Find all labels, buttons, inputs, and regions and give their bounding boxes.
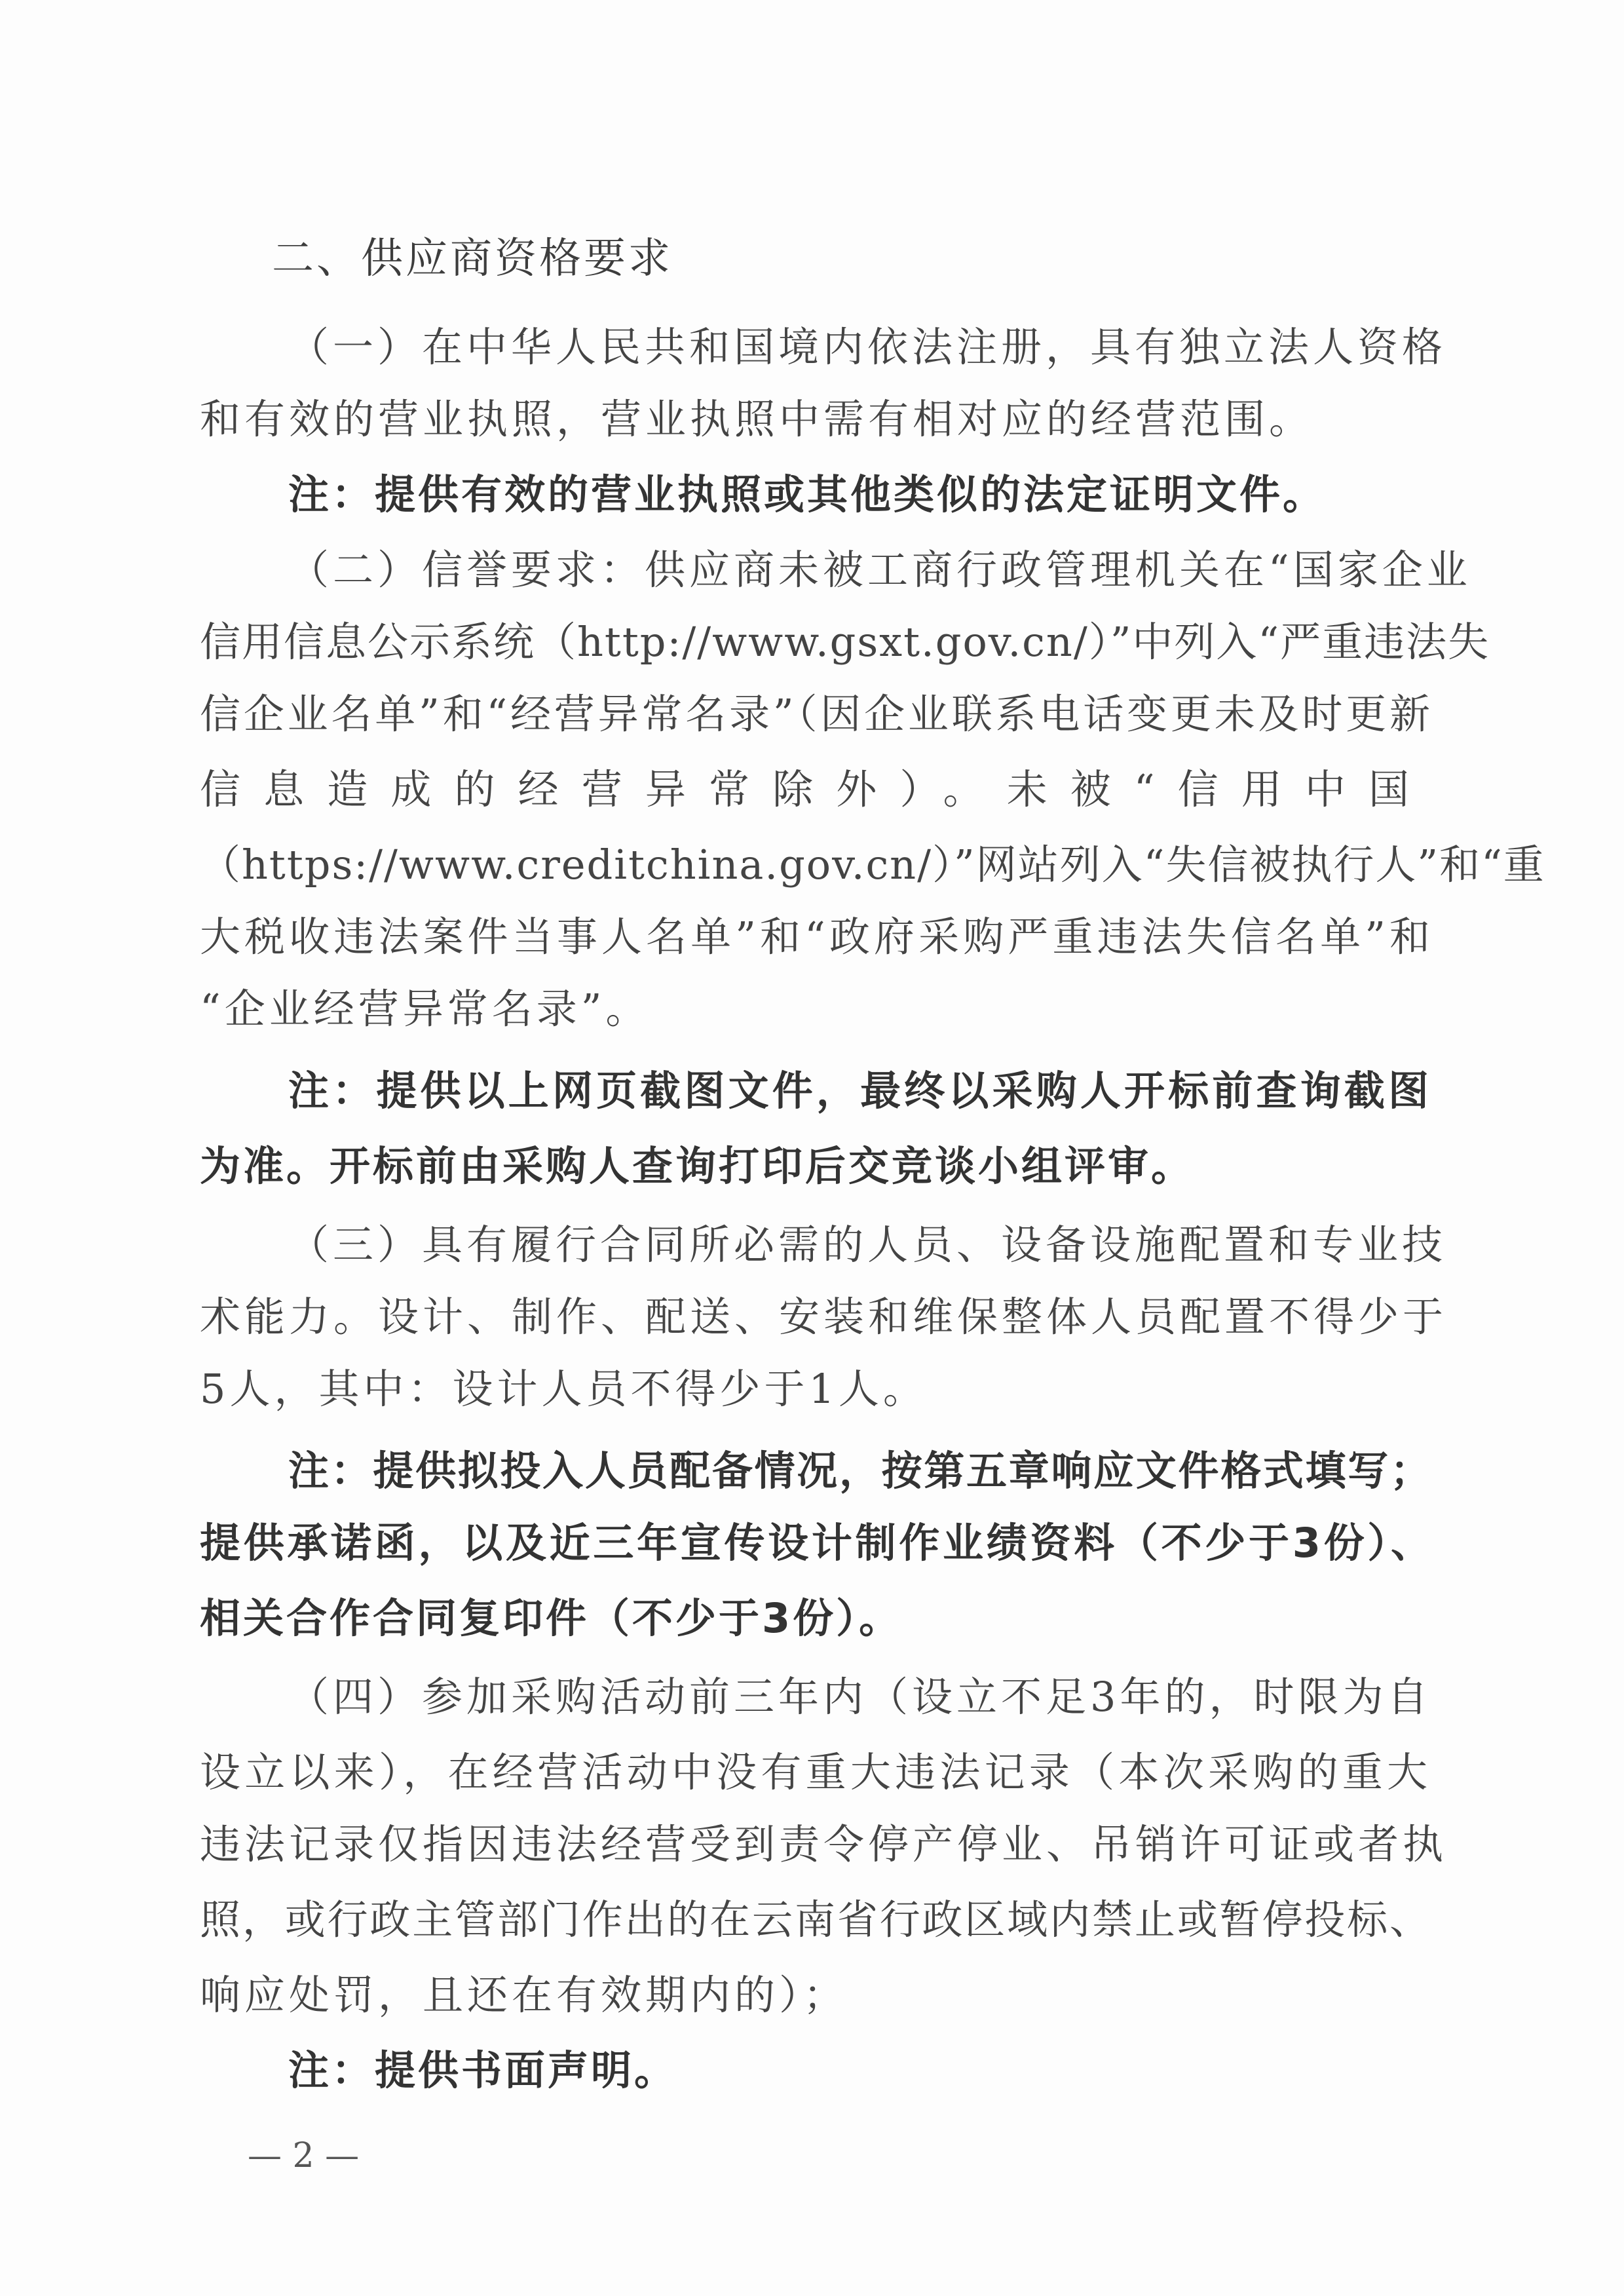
clause-2-line-1: （二）信誉要求：供应商未被工商行政管理机关在“国家企业	[288, 546, 1471, 594]
clause-2-line-7: “企业经营异常名录”。	[200, 985, 651, 1033]
clause-2-line-2: 信用信息公示系统（http://www.gsxt.gov.cn/）”中列入“严重违法失	[200, 618, 1490, 666]
clause-3-line-3: 5人，其中：设计人员不得少于1人。	[200, 1365, 928, 1413]
clause-2-line-6: 大税收违法案件当事人名单”和“政府采购严重违法失信名单”和	[200, 913, 1431, 961]
clause-4-line-3: 违法记录仅指因违法经营受到责令停产停业、吊销许可证或者执	[200, 1820, 1448, 1868]
note-3-line-3: 相关合作合同复印件（不少于3份）。	[200, 1594, 903, 1642]
clause-2-line-5: （https://www.creditchina.gov.cn/）”网站列入“失信被执行人”和“重	[200, 841, 1545, 889]
note-2-line-2: 为准。开标前由采购人查询打印后交竞谈小组评审。	[200, 1142, 1195, 1190]
clause-2-line-3: 信企业名单”和“经营异常名录”（因企业联系电话变更未及时更新	[200, 690, 1431, 738]
note-1: 注：提供有效的营业执照或其他类似的法定证明文件。	[288, 470, 1327, 518]
page-number: — 2 —	[248, 2136, 360, 2175]
clause-4-line-2: 设立以来），在经营活动中没有重大违法记录（本次采购的重大	[200, 1748, 1431, 1796]
clause-1-line-1: （一）在中华人民共和国境内依法注册，具有独立法人资格	[288, 323, 1447, 371]
clause-2-line-4: 信息造成的经营异常除外）。未被“信用中国	[200, 765, 1431, 813]
note-3-line-2: 提供承诺函，以及近三年宣传设计制作业绩资料（不少于3份）、	[200, 1519, 1431, 1567]
section-heading: 二、供应商资格要求	[272, 235, 673, 283]
clause-4-line-4: 照，或行政主管部门作出的在云南省行政区域内禁止或暂停投标、	[200, 1896, 1431, 1943]
clause-3-line-2: 术能力。设计、制作、配送、安装和维保整体人员配置不得少于	[200, 1293, 1448, 1341]
note-2-line-1: 注：提供以上网页截图文件，最终以采购人开标前查询截图	[288, 1067, 1431, 1115]
clause-4-line-1: （四）参加采购活动前三年内（设立不足3年的，时限为自	[288, 1673, 1432, 1721]
note-4: 注：提供书面声明。	[288, 2046, 678, 2094]
clause-3-line-1: （三）具有履行合同所必需的人员、设备设施配置和专业技	[288, 1221, 1447, 1269]
note-3-line-1: 注：提供拟投入人员配备情况，按第五章响应文件格式填写；	[288, 1447, 1431, 1495]
clause-4-line-5: 响应处罚，且还在有效期内的）；	[200, 1971, 848, 2019]
clause-1-line-2: 和有效的营业执照，营业执照中需有相对应的经营范围。	[200, 395, 1314, 443]
